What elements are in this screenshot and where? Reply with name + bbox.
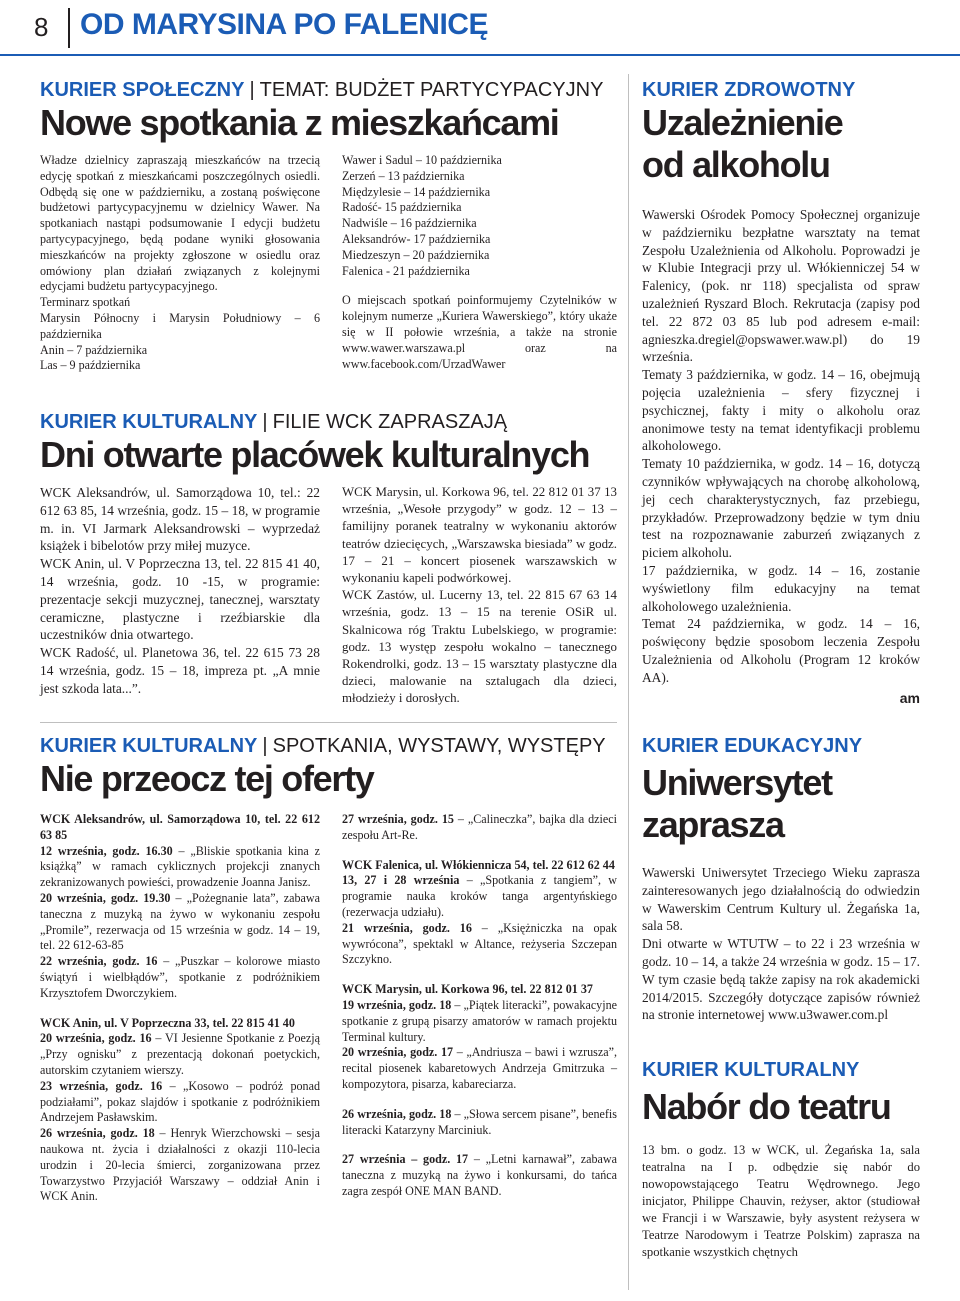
listing-entry [342, 858, 617, 874]
article3-col1 [40, 812, 320, 1205]
article2-col2 [342, 484, 617, 708]
article1-col2 [342, 153, 617, 372]
page-title: OD MARYSINA PO FALENICĘ [80, 8, 488, 41]
paragraph: O miejscach spotkań poinformujemy Czytelników w kolejnym numerze „Kuriera Wawerskiego”, który ukaże się w II połowie września, a także na stronie www.wawer.warszawa.pl oraz na www.facebook.com/UrzadWawer [342, 293, 617, 371]
article4-signature: am [899, 690, 920, 706]
paragraph: Tematy 10 października, w godz. 14 – 16, dotyczą czynników wpływających na chorobę alkoholową, jej cech charakterystycznych, faz przebiegu, przykładów. Przeprowadzony będzie w tym dniu test na rozpoznawanie zaburzeń związanych z piciem alkoholu. [642, 456, 920, 561]
listing-date: 23 września, godz. 16 [40, 1078, 163, 1093]
schedule-item: Aleksandrów- 17 października [342, 231, 491, 246]
listing-date: 12 września, godz. 16.30 [40, 843, 173, 858]
paragraph: WCK Anin, ul. V Poprzeczna 13, tel. 22 815 41 40, 14 września, godz. 10 -15, w programie: prezentacje sekcji muzycznej, tanecznej, warsztaty ceramiczne, plastyczne i rzeźbiarskie dla uczestników dnia otwartego. [40, 556, 320, 643]
listing-text: – „Bliskie spotkania kina z książką” w ramach cyklicznych projekcji znanych zekranizowanych powieści, prowadzenie Joanna Janisz. [40, 843, 320, 890]
article4-body [642, 206, 920, 687]
listing-date: 19 września, godz. 18 [342, 997, 452, 1012]
article4-headline-line1: Uzależnienie [642, 102, 843, 143]
schedule-item: Nadwiśle – 16 października [342, 216, 477, 231]
schedule-item: Międzylesie – 14 października [342, 184, 491, 199]
paragraph: Dni otwarte w WTUTW – to 22 i 23 września w godz. 10 – 14, a także 24 września w godz. 15 – 17. W tym czasie będą także zapisy na rok akademicki 2014/2015. Szczegóły dotyczące zapisów również na stronie internetowej www.u3wawer.com.pl [642, 936, 920, 1023]
topic-label: TEMAT: BUDŻET PARTYCYPACYJNY [259, 79, 604, 101]
paragraph: Anin – 7 października [40, 342, 148, 357]
listing-date: 20 września, godz. 17 [342, 1045, 454, 1060]
listing-text: – „Pożegnanie lata”, zabawa taneczna z muzyką na żywo w wykonaniu zespołu „Promile”, rezerwacja od 15 września w godz. 14 – 19, tel. 22 612-63-85 [40, 890, 320, 953]
listing-entry [40, 812, 320, 844]
article5-headline-line1: Uniwersytet [642, 762, 832, 803]
listing-date: WCK Anin, ul. V Poprzeczna 33, tel. 22 815 41 40 [40, 1015, 295, 1030]
schedule-item: Miedzeszyn – 20 października [342, 247, 490, 262]
paragraph: WCK Zastów, ul. Lucerny 13, tel. 22 815 67 63 14 września, godz. 13 – 15 na terenie OSiR ul. Skalnicowa róg Traktu Lubelskiego, w programie: godz. 13 występ zespołu wokalno – tanecznego Rokendrolki, godz. 13 – 15 warsztaty plastyczne dla dzieci, malowanie na sztalugach dla dzieci, młodzieży i dorosłych. [342, 588, 617, 706]
article1-rubric: KURIER SPOŁECZNY | TEMAT: BUDŻET PARTYCYPACYJNY [40, 79, 604, 101]
article2-col1 [40, 484, 320, 698]
article5-section: KURIER EDUKACYJNY [642, 735, 863, 757]
listing-text: – „Kosowo – podróż ponad podziałami”, pokaz slajdów i spotkanie z podróżnikiem Andrzejem Pasławskim. [40, 1078, 320, 1125]
listing-entry [40, 1126, 320, 1205]
article3-rubric: KURIER KULTURALNY | SPOTKANIA, WYSTAWY, WYSTĘPY [40, 735, 606, 757]
listing-date: WCK Falenica, ul. Włókiennicza 54, tel. 22 612 62 44 [342, 857, 615, 872]
listing-text: – „Calineczka”, bajka dla dzieci zespołu Art-Re. [342, 812, 618, 842]
header-divider [68, 8, 70, 48]
paragraph: Tematy 3 października, w godz. 14 – 16, obejmują pojęcia uzależnienia – sfery fizycznej i psychicznej, fakty i mity o alkoholu oraz anonimowe testy na temat identyfikacji problemu alkoholowego. [642, 367, 920, 454]
listing-entry [40, 954, 320, 1001]
article4-section: KURIER ZDROWOTNY [642, 79, 856, 101]
listing-entry [40, 1031, 320, 1078]
section-divider [40, 722, 617, 723]
listing-date: 21 września, godz. 16 [342, 920, 472, 935]
paragraph: 17 października, w godz. 14 – 16, zostanie wyświetlony film edukacyjny na temat alkoholowego uzależnienia. [642, 562, 920, 614]
listing-date: 13, 27 i 28 września [342, 873, 460, 888]
listing-date: 20 września, godz. 19.30 [40, 890, 171, 905]
article6-headline: Nabór do teatru [642, 1086, 891, 1127]
article6-section: KURIER KULTURALNY [642, 1059, 860, 1081]
listing-text: – „Puszkar – kolorowe miasto świątyń i wielbłądów”, spotkanie z podróżnikiem Krzysztofem Dworczykiem. [40, 954, 320, 1000]
topic-label: FILIE WCK ZAPRASZAJĄ [272, 411, 508, 433]
listing-date: 27 września, godz. 15 [342, 812, 454, 826]
listing-entry [342, 998, 617, 1045]
paragraph: Wawerski Ośrodek Pomocy Społecznej organizuje w październiku bezpłatne warsztaty na temat Zespołu Uzależnienia od Alkoholu. Poprowadzi je w Klubie Integracji przy ul. Włókienniczej 54 w Falenicy, (pok. nr 118) specjalista od spraw uzależnień Ryszard Bloch. Rekrutacja (zapisy pod tel. 22 872 03 85 lub pod adresem e-mail: agnieszka.dregiel@opswawer.waw.pl) do 19 września. [642, 207, 920, 365]
listing-date: 26 września, godz. 18 [342, 1106, 452, 1121]
article4-headline-line2: od alkoholu [642, 144, 830, 185]
listing-entry [342, 812, 617, 844]
section-label: KURIER KULTURALNY [40, 735, 258, 757]
article1-col1 [40, 153, 320, 374]
listing-text: – „Księżniczka na opak wywrócona”, spektakl w Altance, reżyseria Szczepan Szczykno. [342, 920, 617, 967]
listing-entry [342, 982, 617, 998]
article3-headline: Nie przeocz tej oferty [40, 758, 374, 799]
paragraph: Władze dzielnicy zapraszają mieszkańców na trzecią edycję spotkań z mieszkańcami poszczególnych osiedli. Odbędą się one w październiku, a zostaną poświęcone budżetowi partycypacyjnemu w dzielnicy Wawer. Na spotkaniach nastąpi podsumowanie I edycji budżetu partycypacyjnego, będą podane wyniki głosowania mieszkańców na projekty zgłoszone w osiedlu oraz omówiony plan działań związanych z kolejnymi edycjami budżetu partycypacyjnego. [40, 153, 320, 294]
paragraph: Marysin Północny i Marysin Południowy – 6 października [40, 310, 320, 341]
paragraph: WCK Radość, ul. Planetowa 36, tel. 22 615 73 28 14 września, godz. 15 – 18, impreza pt. „A mnie jest szkoda lata...”. [40, 645, 320, 696]
section-label: KURIER KULTURALNY [40, 411, 258, 433]
section-label: KURIER SPOŁECZNY [40, 79, 245, 101]
article3-col2 [342, 812, 617, 1200]
listing-entry [40, 1079, 320, 1126]
schedule-item: Wawer i Sadul – 10 października [342, 153, 502, 167]
listing-entry [342, 1045, 617, 1092]
listing-entry [342, 921, 617, 968]
listing-entry [342, 1152, 617, 1199]
article2-headline: Dni otwarte placówek kulturalnych [40, 434, 590, 475]
listing-date: WCK Aleksandrów, ul. Samorządowa 10, tel. 22 612 63 85 [40, 812, 320, 842]
listing-text: – „Andriusza – bawi i wzrusza”, recital piosenek kabaretowych Andrzeja Gmitrzuka – kompozytora, pisarza, kabareciarza. [342, 1045, 618, 1091]
article1-headline: Nowe spotkania z mieszkańcami [40, 102, 559, 143]
listing-text: – VI Jesienne Spotkanie z Poezją „Przy ognisku” z prezentacją dokonań poetyckich, autorskim czytaniem wierszy. [40, 1031, 320, 1077]
topic-label: SPOTKANIA, WYSTAWY, WYSTĘPY [272, 735, 606, 757]
paragraph: Terminarz spotkań [40, 295, 131, 310]
article2-rubric: KURIER KULTURALNY | FILIE WCK ZAPRASZAJĄ [40, 411, 508, 433]
schedule-item: Radość- 15 października [342, 200, 462, 215]
listing-date: 26 września, godz. 18 [40, 1126, 155, 1141]
listing-text: – „Słowa sercem pisane”, benefis literacki Katarzyny Marciniuk. [342, 1106, 617, 1137]
listing-text: – Henryk Wierzchowski – sesja naukowa nt. życia i działalności z okazji 110-lecia urodzin i 20-lecia śmierci, zorganizowana przez Towarzystwo Przyjaciół Warszawy – oddział Anin i WCK Anin. [40, 1126, 320, 1204]
listing-text: – „Letni karnawał”, zabawa taneczna z muzyką na żywo i konkursami, do tańca zagra zespół ONE MAN BAND. [342, 1152, 617, 1198]
paragraph: Wawerski Uniwersytet Trzeciego Wieku zaprasza zainteresowanych jego działalnością do odwiedzin w Wawerskim Centrum Kultury ul. Żegańska 1a, sala 58. [642, 865, 920, 934]
schedule-item: Falenica - 21 października [342, 263, 470, 278]
listing-text: – „Spotkania z tangiem”, w programie nauka kroków tanga argentyńskiego (rezerwacja udziału). [342, 873, 617, 919]
paragraph: Temat 24 października, w godz. 14 – 16, poświęcony będzie sposobom leczenia Zespołu Uzależnienia od Alkoholu (Program 12 kroków AA). [642, 616, 920, 685]
listing-date: WCK Marysin, ul. Korkowa 96, tel. 22 812 01 37 [342, 982, 593, 997]
listing-entry [342, 873, 617, 920]
listing-date: 27 września – godz. 17 [342, 1152, 469, 1167]
listing-entry [342, 1107, 617, 1139]
article5-body [642, 864, 920, 1024]
listing-entry [40, 1016, 320, 1032]
page-header [0, 0, 960, 56]
paragraph: WCK Marysin, ul. Korkowa 96, tel. 22 812 01 37 13 września, „Wesołe przygody” w godz. 12 – 13 – familijny poranek teatralny w wykonaniu aktorów teatrów dziecięcych, „Warszawska biesiada” w godz. 17 – 21 – koncert piosenek warszawskich w wykonaniu kapeli podwórkowej. [342, 485, 617, 586]
listing-text: – „Piątek literacki”, powakacyjne spotkanie z grupą pisarzy amatorów w ramach projektu Terminal kultury. [342, 997, 618, 1044]
paragraph: 13 bm. o godz. 13 w WCK, ul. Żegańska 1a, sala teatralna na I p. odbędzie się nabór do nowopowstającego Teatru Wędrownego. Jego inicjator, Philippe Chauvin, reżyser, aktor (studiował we Francji i w Warszawie, były asystent reżysera w Teatrze Narodowym i Teatrze Polskim) zaprasza na spotkanie wszystkich chętnych [642, 1143, 920, 1259]
page-number: 8 [34, 12, 49, 42]
listing-date: 20 września, godz. 16 [40, 1031, 152, 1046]
schedule-item: Zerzeń – 13 października [342, 168, 465, 183]
listing-entry [40, 891, 320, 954]
listing-entry [40, 844, 320, 891]
paragraph: WCK Aleksandrów, ul. Samorządowa 10, tel.: 22 612 63 85, 14 września, godz. 15 – 18, w programie m. in. VI Jarmark Aleksandrowski – wyprzedaż książek i bibelotów przy miłej muzyce. [40, 485, 320, 554]
article6-body [642, 1142, 920, 1261]
column-divider [628, 74, 629, 1290]
header-rule [0, 54, 960, 56]
listing-date: 22 września, godz. 16 [40, 954, 158, 969]
paragraph: Las – 9 października [40, 358, 141, 373]
article5-headline-line2: zaprasza [642, 804, 784, 845]
